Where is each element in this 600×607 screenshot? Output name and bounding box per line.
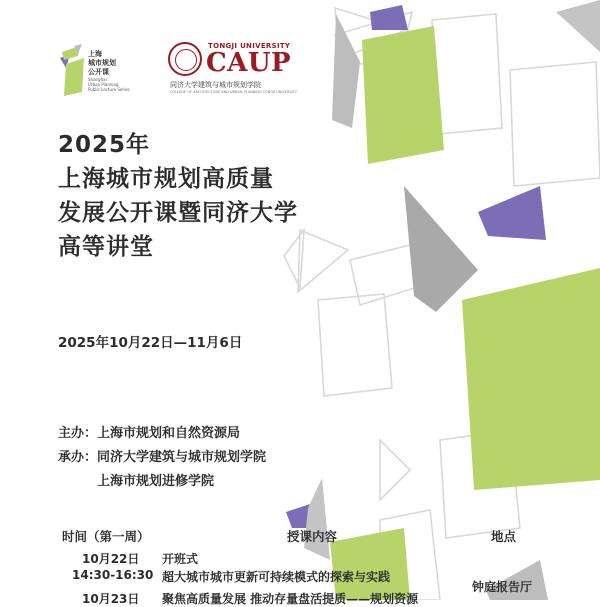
lecture-series-cn: 上海 城市规划 公开课 — [88, 50, 116, 76]
title-line: 上海城市规划高质量 — [58, 166, 274, 192]
university-name: TONGJI UNIVERSITY — [208, 42, 291, 50]
schedule-header-location: 地点 — [491, 529, 517, 544]
row-date: 10月22日 — [82, 552, 140, 566]
co-host-row — [58, 446, 266, 465]
title-line: 2025年 — [58, 132, 151, 158]
co-host-name: 同济大学建筑与城市规划学院 — [97, 450, 267, 465]
row-time: 14:30-16:30 — [72, 568, 154, 582]
schedule-header-content: 授课内容 — [287, 529, 338, 544]
event-title — [58, 128, 298, 264]
row-item: 超大城市城市更新可持续模式的探索与实践 — [162, 570, 391, 584]
row-item: 聚焦高质量发展 推动存量盘活提质——规划资源 — [162, 592, 419, 606]
deco-outline-triangle-lower — [380, 440, 410, 500]
host-label: 主办： — [58, 426, 98, 441]
row-location: 钟庭报告厅 — [472, 580, 533, 594]
deco-gray-kite-mid — [404, 186, 478, 312]
title-line: 发展公开课暨同济大学 — [58, 200, 298, 226]
tongji-caup-logo — [168, 40, 308, 96]
deco-purple-mid — [478, 186, 546, 240]
deco-green-rect-right — [462, 268, 600, 490]
deco-green-rect-top — [362, 26, 444, 164]
host-name: 上海市规划和自然资源局 — [97, 426, 241, 441]
deco-outline-rect-right — [510, 62, 600, 186]
lecture-series-logo — [60, 44, 160, 96]
lecture-series-en: Shanghai Urban Planning Public Lecture Series — [88, 77, 130, 92]
tongji-seal-icon — [168, 42, 202, 76]
row-date: 10月23日 — [82, 592, 140, 606]
deco-gray-kite-bottom — [304, 478, 330, 560]
caup-wordmark: CAUP — [206, 48, 292, 78]
row-item: 开班式 — [162, 552, 199, 566]
co-host-name: 上海市规划进修学院 — [97, 474, 215, 489]
schedule-header-time: 时间（第一周） — [62, 529, 150, 544]
deco-outline-triangle-left — [298, 230, 348, 292]
title-line: 高等讲堂 — [58, 234, 154, 260]
deco-purple-top — [370, 5, 408, 30]
college-name-cn: 同济大学建筑与城市规划学院 — [170, 81, 261, 89]
college-name-en: COLLEGE OF ARCHITECTURE AND URBAN PLANNING TONGJI UNIVERSITY — [170, 90, 298, 94]
deco-gray-triangle-right — [556, 0, 600, 52]
lecture-series-mark-icon — [60, 44, 86, 96]
co-host-row-2 — [97, 470, 214, 489]
deco-outline-rect-center — [318, 294, 392, 396]
host-row — [58, 422, 240, 441]
co-host-label: 承办： — [58, 450, 98, 465]
event-date-range: 2025年10月22日—11月6日 — [58, 335, 243, 351]
deco-outline-rect-top — [432, 14, 502, 134]
